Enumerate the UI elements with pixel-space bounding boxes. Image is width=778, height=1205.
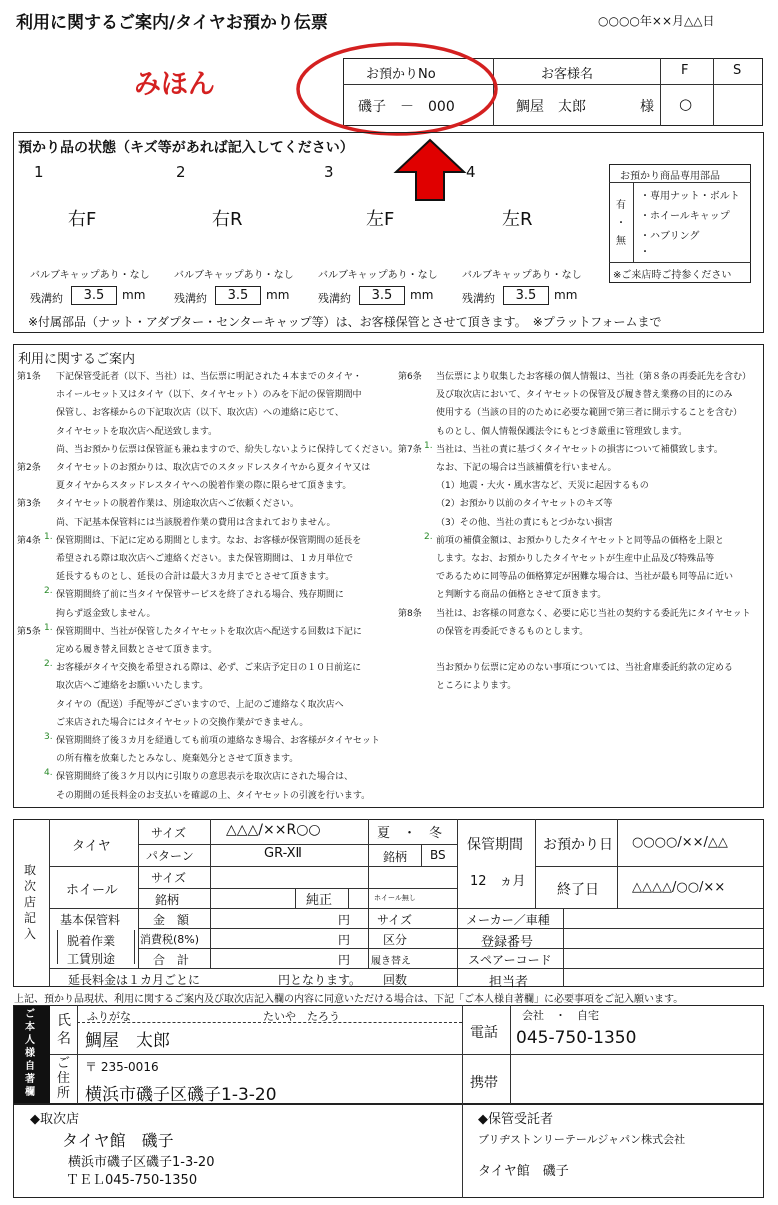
position-label: 左F: [366, 209, 395, 230]
mobile-label: 携帯: [470, 1075, 498, 1091]
valve-cap-option: バルブキャップあり・なし: [318, 270, 438, 281]
basic-fee-label: 基本保管料: [60, 913, 121, 927]
article-text: であるために同等品の価格算定が困難な場合は、当社が最も同等品に近い: [436, 572, 734, 583]
guide-title: 利用に関するご案内: [18, 352, 136, 367]
groove-unit: mm: [122, 288, 146, 302]
article-text: 拘らず返金致しません。: [56, 608, 156, 619]
store-tel: ＴＥＬ045-750-1350: [66, 1173, 198, 1188]
article-text: なお、下記の場合は当該補償を行いません。: [436, 463, 617, 473]
position-label: 右F: [68, 209, 97, 230]
tire-label: タイヤ: [72, 839, 111, 854]
article-text: 下記保管受託者（以下、当社）は、当伝票に明記された４本までのタイヤ・: [56, 372, 362, 382]
tel-value: 045-750-1350: [516, 1028, 637, 1048]
article-number: 第8条: [398, 608, 422, 619]
article-text: 当社は、当社の責に基づくタイヤセットの損害について補償致します。: [436, 444, 723, 455]
spare-label: スペアーコード: [468, 953, 552, 967]
groove-label: 残溝約: [318, 292, 351, 305]
tire-size-value: △△△/××R○○: [226, 822, 321, 838]
groove-label: 残溝約: [462, 292, 495, 305]
store-label: ◆取次店: [30, 1112, 79, 1127]
class-label: 区分: [383, 933, 408, 947]
article-item-mark: 1.: [424, 440, 433, 451]
store-side-label: 取次店記入: [24, 863, 37, 941]
groove-unit: mm: [410, 288, 434, 302]
article-item-mark: 1.: [44, 531, 53, 542]
page-title: 利用に関するご案内/タイヤお預かり伝票: [16, 13, 328, 33]
article-item-mark: 2.: [44, 586, 53, 597]
keeper-name: タイヤ館 磯子: [478, 1164, 569, 1179]
article-text: 取次店へご連絡をお願いいたします。: [56, 681, 209, 692]
article-text: （3）その他、当社の責にもとづかない損害: [436, 517, 613, 528]
end-date-value: △△△△/○○/××: [632, 880, 726, 895]
article-text: と判断する商品の価格とさせて頂きます。: [436, 590, 607, 601]
season-value: 夏 ・ 冬: [377, 826, 443, 841]
address-label: ご住所: [57, 1056, 71, 1101]
position-number: 2: [176, 163, 186, 181]
tax-label: 消費税(8%): [140, 933, 200, 946]
ext-fee-suffix: 円となります。: [278, 973, 362, 987]
article-text: 当伝票により収集したお客様の個人情報は、当社（第８条の再委託先を含む）: [436, 372, 752, 382]
article-number: 第5条: [17, 626, 41, 637]
period-label: 保管期間: [467, 837, 523, 853]
article-text: 使用する（当該の目的のために必要な範囲で第三者に開示することを含む）: [436, 408, 743, 419]
article-text: 希望される際は取次店へご連絡ください。また保管期間は、１カ月単位で: [56, 554, 354, 564]
article-number: 第1条: [17, 372, 41, 382]
article-text: タイヤセットのお預かりは、取次店でのスタッドレスタイヤから夏タイヤ又は: [56, 463, 371, 473]
article-text: 及び取次店において、タイヤセットの保管及び履き替え業務の目的にのみ: [436, 390, 733, 401]
article-text: 保管期間終了後３ケ月以内に引取りの意思表示を取次店にされた場合は、: [56, 772, 354, 783]
article-text: ご来店された場合にはタイヤセットの交換作業ができません。: [56, 717, 309, 728]
article-item-mark: 3.: [44, 732, 53, 742]
article-text: します。なお、お預かりしたタイヤセットが生産中止品及び特殊品等: [436, 554, 715, 564]
parts-item: ・: [640, 247, 650, 258]
parts-item: ・ハブリング: [640, 231, 700, 242]
parts-item: ・専用ナット・ボルト: [640, 191, 740, 202]
groove-value: 3.5: [71, 286, 117, 305]
condition-footnote: ※付属部品（ナット・アダプター・センターキャップ等）は、お客様保管とさせて頂きます。 ※プラットフォームまで: [28, 315, 662, 329]
article-text: （1）地震・大火・風水害など、天災に起因するもの: [436, 481, 649, 492]
article-item-mark: 1.: [44, 622, 53, 633]
deposit-no-value: 磯子 － 000: [358, 99, 455, 115]
wheel-size-label: サイズ: [151, 871, 187, 885]
sample-stamp: みほん: [134, 69, 215, 100]
article-text: 前項の補償金額は、お預かりしたタイヤセットと同等品の価格を上限と: [436, 535, 724, 546]
tire-size-label: サイズ: [151, 826, 187, 840]
genuine-label: 純正: [306, 893, 333, 908]
wheel-none-label: ホイール無し: [374, 894, 416, 902]
valve-cap-option: バルブキャップあり・なし: [174, 270, 294, 281]
deposit-date-value: ○○○○/××/△△: [632, 835, 728, 850]
keeper-label: ◆保管受託者: [478, 1112, 553, 1127]
total-label: 合 計: [153, 953, 190, 967]
customer-name-value: 鯛屋 太郎: [516, 99, 586, 115]
staff-label: 担当者: [489, 975, 529, 990]
tel-label: 電話: [470, 1025, 498, 1041]
f-header: F: [681, 63, 689, 78]
groove-value: 3.5: [359, 286, 405, 305]
customer-name-value: 鯛屋 太郎: [85, 1031, 170, 1051]
maker-label: メーカー／車種: [466, 913, 550, 927]
article-text: その期間の延長料金のお支払いを確認の上、タイヤセットの引渡を行います。: [56, 790, 371, 801]
tel-type: 会社 ・ 自宅: [522, 1009, 599, 1022]
furigana-value: たいや たろう: [263, 1010, 340, 1023]
article-number: 第4条: [17, 535, 41, 546]
wheel-brand-label: 銘柄: [155, 893, 180, 907]
article-text: 尚、当お預かり伝票は保管証も兼ねますので、紛失しないように保持してください。: [56, 444, 398, 455]
honorific: 様: [640, 99, 654, 115]
article-text: 保管期間は、下記に定める期間とします。なお、お客様が保管期間の延長を: [56, 535, 362, 546]
deposit-date-label: お預かり日: [543, 837, 613, 853]
highlight-circle: [294, 38, 506, 138]
store-address: 横浜市磯子区磯子1-3-20: [68, 1155, 215, 1170]
position-number: 1: [34, 163, 44, 181]
article-text: お客様がタイヤ交換を希望される際は、必ず、ご来店予定日の１０日前迄に: [56, 663, 362, 674]
condition-title: 預かり品の状態（キズ等があれば記入してください）: [18, 140, 354, 156]
customer-name-header: お客様名: [541, 67, 594, 82]
keeper-company: ブリヂストンリーテールジャパン株式会社: [478, 1133, 686, 1146]
article-text: 当お預かり伝票に定めのない事項については、当社倉庫委託約款の定める: [436, 663, 733, 674]
groove-value: 3.5: [503, 286, 549, 305]
position-label: 左R: [502, 209, 533, 230]
parts-item: ・ホイールキャップ: [640, 211, 730, 222]
amount-label: 金 額: [153, 913, 190, 927]
f-value: ○: [679, 95, 693, 113]
wheel-label: ホイール: [66, 883, 118, 898]
groove-value: 3.5: [215, 286, 261, 305]
article-text: 尚、下記基本保管料には当該脱着作業の費用は含まれておりません。: [56, 517, 336, 528]
position-number: 4: [466, 163, 476, 181]
consent-text: 上記、預かり品現状、利用に関するご案内及び取次店記入欄の内容に同意いただける場合は、下記「ご本人様自著欄」に必要事項をご記入願います。: [14, 994, 684, 1005]
article-text: 当社は、お客様の同意なく、必要に応じ当社の契約する委託先にタイヤセット: [436, 608, 751, 619]
article-number: 第6条: [398, 372, 422, 382]
yen-unit: 円: [338, 933, 351, 947]
pattern-label: パターン: [146, 849, 194, 863]
brand-label: 銘柄: [383, 850, 408, 864]
article-item-mark: 4.: [44, 768, 53, 779]
article-text: 延長するものとし、延長の合計は最大３カ月までとさせて頂きます。: [56, 572, 335, 583]
article-text: 定める履き替え回数とさせて頂きます。: [56, 645, 218, 655]
yen-unit: 円: [338, 953, 351, 967]
swap-label: 履き替え: [371, 956, 411, 967]
issue-date: ○○○○年××月△△日: [598, 14, 715, 28]
article-number: 第2条: [17, 463, 41, 473]
article-text: 保管し、お客様からの下記取次店（以下、取次店）への連絡に応じて、: [56, 408, 344, 419]
article-number: 第7条: [398, 444, 422, 455]
article-text: ところによります。: [436, 681, 517, 692]
bracket-line1: 脱着作業: [67, 934, 116, 948]
parts-yes: 有: [616, 200, 626, 211]
groove-unit: mm: [266, 288, 290, 302]
article-text: の所有権を放棄したとみなし、廃棄処分とさせて頂きます。: [56, 754, 299, 765]
parts-separator: ・: [616, 218, 626, 229]
deposit-no-header: お預かりNo: [366, 67, 436, 82]
article-text: ものとし、個人情報保護法令にもとづき厳重に管理致します。: [436, 426, 688, 437]
s-header: S: [733, 63, 742, 78]
furigana-label: ふりがな: [87, 1010, 131, 1023]
valve-cap-option: バルブキャップあり・なし: [30, 270, 150, 281]
position-number: 3: [324, 163, 334, 181]
brand-value: BS: [430, 848, 446, 862]
article-text: 保管期間中、当社が保管したタイヤセットを取次店へ配送する回数は下記に: [56, 626, 362, 637]
article-text: の保管を再委託できるものとします。: [436, 626, 589, 637]
article-text: タイヤの（配送）手配等がございますので、上記のご連絡なく取次店へ: [56, 699, 344, 710]
groove-label: 残溝約: [30, 292, 63, 305]
article-text: タイヤセットを取次店へ配送致します。: [56, 426, 218, 437]
article-text: （2）お預かり以前のタイヤセットのキズ等: [436, 499, 613, 510]
article-number: 第3条: [17, 499, 41, 510]
size2-label: サイズ: [377, 913, 413, 927]
article-text: ホイールセット又はタイヤ（以下、タイヤセット）のみを下記の保管期間中: [56, 390, 362, 401]
bracket-line2: 工賃別途: [67, 952, 116, 966]
name-label: 氏名: [57, 1013, 71, 1047]
valve-cap-option: バルブキャップあり・なし: [462, 270, 582, 281]
customer-side-label: ご本人様自著欄: [25, 1009, 35, 1098]
groove-unit: mm: [554, 288, 578, 302]
count-label: 回数: [383, 973, 408, 987]
article-text: 保管期間終了後３カ月を経過しても前項の連絡なき場合、お客様がタイヤセット: [56, 736, 380, 746]
period-months: 12 ヵ月: [470, 874, 526, 889]
store-name: タイヤ館 磯子: [62, 1131, 174, 1150]
postal-code: 〒 235-0016: [85, 1060, 159, 1074]
article-item-mark: 2.: [424, 531, 433, 542]
pattern-value: GR-XⅡ: [264, 846, 302, 861]
parts-title: お預かり商品専用部品: [620, 171, 720, 182]
parts-note: ※ご来店時ご持参ください: [613, 270, 732, 281]
yen-unit: 円: [338, 913, 351, 927]
address-value: 横浜市磯子区磯子1-3-20: [85, 1085, 277, 1105]
article-text: タイヤセットの脱着作業は、別途取次店へご依頼ください。: [56, 499, 299, 510]
ext-fee-label: 延長料金は１カ月ごとに: [68, 973, 201, 987]
parts-no: 無: [616, 236, 626, 247]
groove-label: 残溝約: [174, 292, 207, 305]
article-text: 夏タイヤからスタッドレスタイヤへの脱着作業の際に限らせて頂きます。: [56, 481, 352, 492]
end-date-label: 終了日: [557, 882, 599, 898]
position-label: 右R: [212, 209, 243, 230]
reg-label: 登録番号: [481, 935, 534, 950]
article-item-mark: 2.: [44, 659, 53, 670]
article-text: 保管期間終了前に当タイヤ保管サービスを終了される場合、残存期間に: [56, 590, 344, 601]
